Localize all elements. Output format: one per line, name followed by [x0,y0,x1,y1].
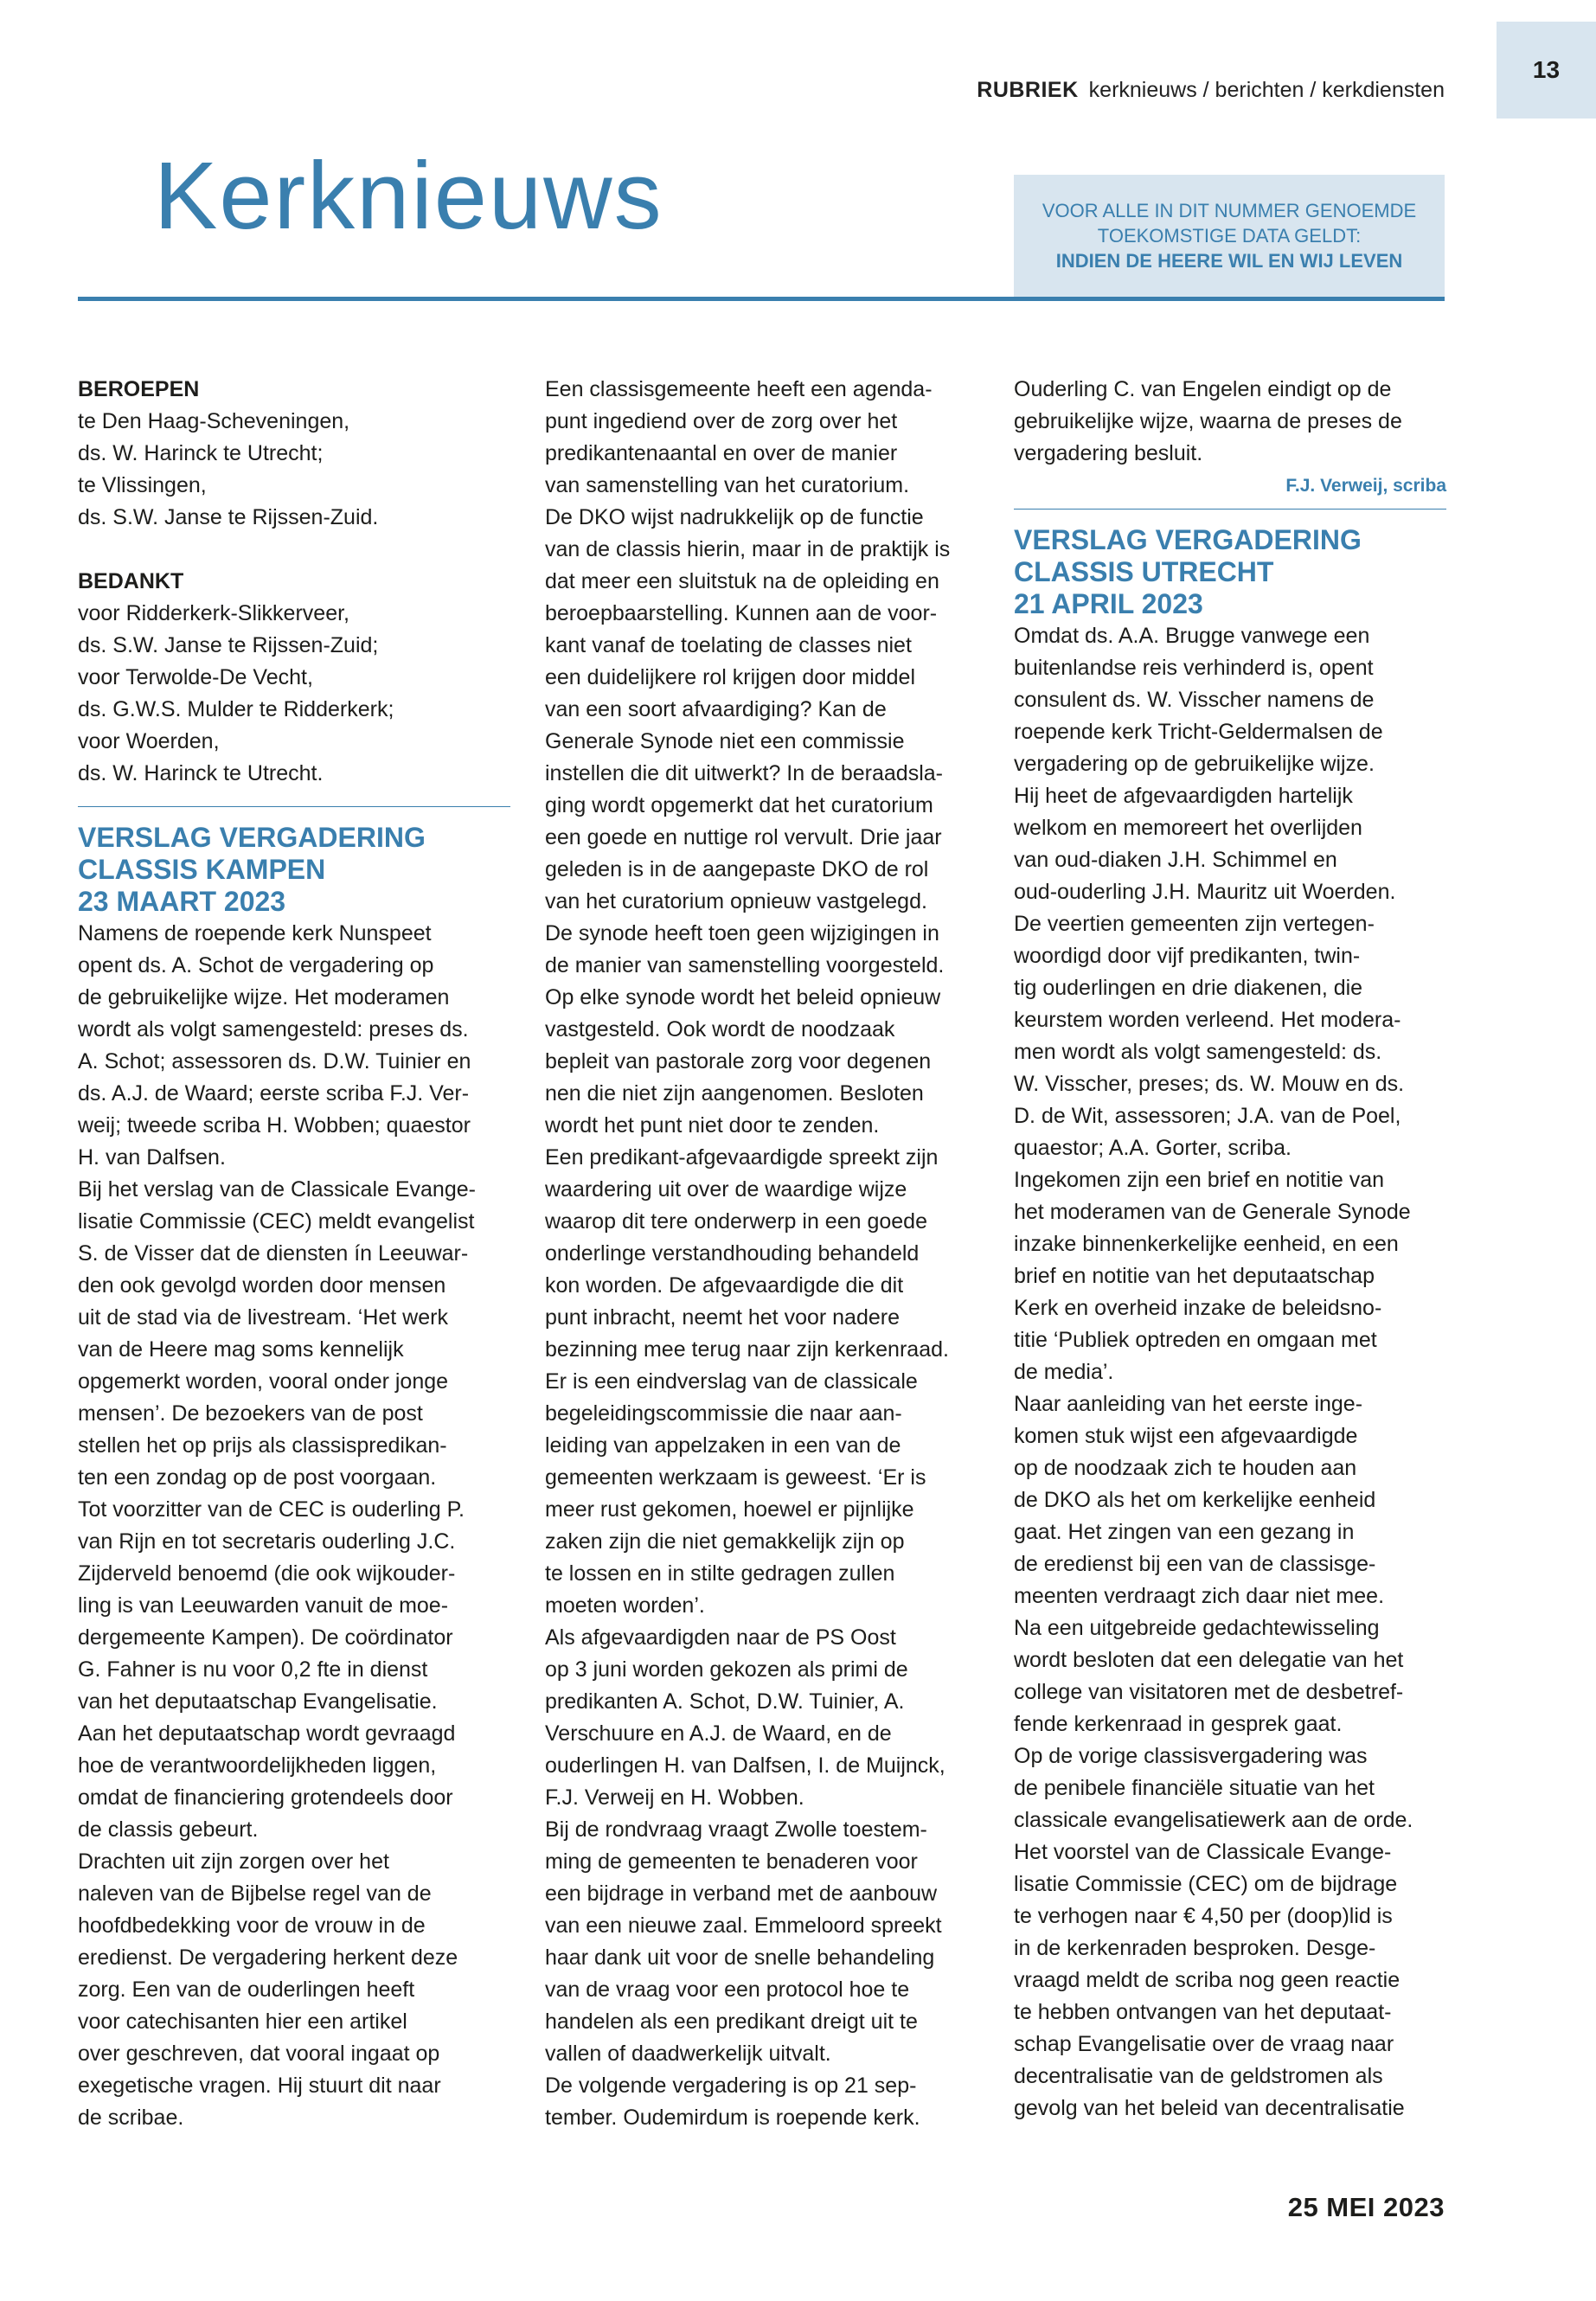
page-title: Kerknieuws [154,143,663,249]
text-line: te Vlissingen, [78,473,207,497]
column-3 [1014,374,1446,2125]
text-line: ling is van Leeuwarden vanuit de moe- [78,1593,449,1618]
text-line: Ingekomen zijn een brief en notitie van [1014,1168,1385,1192]
text-line: de DKO als het om kerkelijke eenheid [1014,1488,1376,1512]
text-line: van een nieuwe zaal. Emmeloord spreekt [545,1913,942,1938]
text-line: Namens de roepende kerk Nunspeet [78,921,432,945]
bedankt-heading: BEDANKT [78,569,184,593]
text-line: titie ‘Publiek optreden en omgaan met [1014,1328,1377,1352]
text-line: wordt besloten dat een delegatie van het [1014,1648,1404,1672]
text-line: van de vraag voor een protocol hoe te [545,1977,910,2002]
text-line: opgemerkt worden, vooral onder jonge [78,1369,449,1394]
text-line: F.J. Verweij en H. Wobben. [545,1785,804,1810]
text-line: Tot voorzitter van de CEC is ouderling P. [78,1497,465,1522]
text-line: Kerk en overheid inzake de beleidsno- [1014,1296,1382,1320]
text-line: komen stuk wijst een afgevaardigde [1014,1424,1358,1448]
text-line: eredienst. De vergadering herkent deze [78,1945,458,1970]
issue-date: 25 MEI 2023 [1287,2192,1445,2222]
text-line: de manier van samenstelling voorgesteld. [545,953,945,977]
text-line: brief en notitie van het deputaatschap [1014,1264,1375,1288]
bedankt-list [78,598,510,790]
text-line: handelen als een predikant dreigt uit te [545,2009,918,2034]
text-line: moeten worden’. [545,1593,705,1618]
text-line: de eredienst bij een van de classisge- [1014,1552,1376,1576]
utrecht-text [1014,620,1446,2125]
text-line: wordt het punt niet door te zenden. [545,1113,880,1138]
text-line: van het curatorium opnieuw vastgelegd. [545,889,927,913]
text-line: ds. W. Harinck te Utrecht; [78,441,324,465]
text-line: classicale evangelisatiewerk aan de orde. [1014,1808,1413,1832]
kampen-text-col3 [1014,374,1446,470]
text-line: ging wordt opgemerkt dat het curatorium [545,793,933,817]
section-title-line: VERSLAG VERGADERING [1014,524,1362,555]
section-title-line: 23 MAART 2023 [78,886,286,917]
text-line: ds. S.W. Janse te Rijssen-Zuid. [78,505,379,529]
text-line: H. van Dalfsen. [78,1145,226,1170]
text-line: vastgesteld. Ook wordt de noodzaak [545,1017,895,1042]
section-title-line: 21 APRIL 2023 [1014,588,1203,619]
text-line: ds. A.J. de Waard; eerste scriba F.J. Ver- [78,1081,470,1106]
text-line: Ouderling C. van Engelen eindigt op de [1014,377,1392,401]
text-line: op 3 juni worden gekozen als primi de [545,1657,908,1682]
text-line: quaestor; A.A. Gorter, scriba. [1014,1136,1292,1160]
text-line: een goede en nuttige rol vervult. Drie jaar [545,825,942,849]
text-line: Hij heet de afgevaardigden hartelijk [1014,784,1353,808]
text-line: wordt als volgt samengesteld: preses ds. [78,1017,469,1042]
spacer [78,534,510,566]
text-line: stellen het op prijs als classispredikan- [78,1433,447,1458]
text-line: zorg. Een van de ouderlingen heeft [78,1977,415,2002]
text-line: roepende kerk Tricht-Geldermalsen de [1014,720,1383,744]
text-line: S. de Visser dat de diensten ín Leeuwar- [78,1241,469,1266]
text-line: voor Ridderkerk-Slikkerveer, [78,601,349,625]
text-line: nen die niet zijn aangenomen. Besloten [545,1081,924,1106]
text-line: hoe de verantwoordelijkheden liggen, [78,1753,437,1778]
text-line: in de kerkenraden besproken. Desge- [1014,1936,1376,1960]
text-line: welkom en memoreert het overlijden [1014,816,1362,840]
beroepen-list [78,406,510,534]
notice-line-1: VOOR ALLE IN DIT NUMMER GENOEMDE [1042,200,1417,221]
text-line: een duidelijkere rol krijgen door middel [545,665,916,689]
text-line: Naar aanleiding van het eerste inge- [1014,1392,1363,1416]
notice-line-2: TOEKOMSTIGE DATA GELDT: [1097,225,1362,247]
text-line: waarop dit tere onderwerp in een goede [545,1209,927,1234]
text-line: van Rijn en tot secretaris ouderling J.C. [78,1529,456,1554]
text-line: Zijderveld benoemd (die ook wijkouder- [78,1561,456,1586]
text-line: van oud-diaken J.H. Schimmel en [1014,848,1337,872]
text-line: den ook gevolgd worden door mensen [78,1273,446,1298]
text-line: Het voorstel van de Classicale Evange- [1014,1840,1392,1864]
text-line: vraagd meldt de scriba nog geen reactie [1014,1968,1401,1992]
text-line: vergadering besluit. [1014,441,1203,465]
text-line: leiding van appelzaken in een van de [545,1433,901,1458]
page-number-tab [1497,22,1596,119]
text-line: gemeenten werkzaam is geweest. ‘Er is [545,1465,926,1490]
text-line: omdat de financiering grotendeels door [78,1785,453,1810]
text-line: van de classis hierin, maar in de praktijk is [545,537,951,561]
text-line: opent ds. A. Schot de vergadering op [78,953,434,977]
text-line: de scribae. [78,2106,184,2130]
text-line: te hebben ontvangen van het deputaat- [1014,2000,1392,2024]
beroepen-heading: BEROEPEN [78,377,200,401]
text-line: weij; tweede scriba H. Wobben; quaestor [78,1113,471,1138]
text-line: haar dank uit voor de snelle behandeling [545,1945,935,1970]
text-line: A. Schot; assessoren ds. D.W. Tuinier en [78,1049,471,1074]
text-line: De volgende vergadering is op 21 sep- [545,2073,917,2098]
text-line: Drachten uit zijn zorgen over het [78,1849,389,1874]
text-line: begeleidingscommissie die naar aan- [545,1401,902,1426]
text-line: uit de stad via de livestream. ‘Het werk [78,1305,448,1330]
text-line: tember. Oudemirdum is roepende kerk. [545,2106,920,2130]
text-line: De DKO wijst nadrukkelijk op de functie [545,505,924,529]
text-line: ming de gemeenten te benaderen voor [545,1849,918,1874]
text-line: Bij het verslag van de Classicale Evange- [78,1177,476,1202]
text-line: oud-ouderling J.H. Mauritz uit Woerden. [1014,880,1396,904]
text-line: te Den Haag-Scheveningen, [78,409,350,433]
text-line: hoofdbedekking voor de vrouw in de [78,1913,426,1938]
text-line: consulent ds. W. Visscher namens de [1014,688,1375,712]
text-line: predikantenaantal en over de manier [545,441,898,465]
text-line: decentralisatie van de geldstromen als [1014,2064,1383,2088]
text-line: van samenstelling van het curatorium. [545,473,910,497]
text-line: het moderamen van de Generale Synode [1014,1200,1411,1224]
text-line: zaken zijn die niet gemakkelijk zijn op [545,1529,905,1554]
text-line: gaat. Het zingen van een gezang in [1014,1520,1355,1544]
text-line: geleden is in de aangepaste DKO de rol [545,857,929,881]
notice-box [1014,175,1445,298]
text-line: woordigd door vijf predikanten, twin- [1014,944,1361,968]
header-rule [78,297,1445,301]
text-line: van het deputaatschap Evangelisatie. [78,1689,438,1714]
text-line: ds. S.W. Janse te Rijssen-Zuid; [78,633,379,657]
kampen-title [78,822,510,918]
text-line: meer rust gekomen, hoewel er pijnlijke [545,1497,914,1522]
text-line: mensen’. De bezoekers van de post [78,1401,423,1426]
text-line: ouderlingen H. van Dalfsen, I. de Muijnck, [545,1753,945,1778]
text-line: punt inbracht, neemt het voor nadere [545,1305,900,1330]
section-title-line: CLASSIS UTRECHT [1014,556,1274,587]
text-line: W. Visscher, preses; ds. W. Mouw en ds. [1014,1072,1405,1096]
text-line: schap Evangelisatie over de vraag naar [1014,2032,1394,2056]
column-2 [545,374,986,2134]
text-line: buitenlandse reis verhinderd is, opent [1014,656,1374,680]
text-line: lisatie Commissie (CEC) om de bijdrage [1014,1872,1398,1896]
text-line: Na een uitgebreide gedachtewisseling [1014,1616,1380,1640]
text-line: voor Terwolde-De Vecht, [78,665,313,689]
text-line: van een soort afvaardiging? Kan de [545,697,887,721]
utrecht-title [1014,524,1446,620]
text-line: fende kerkenraad in gesprek gaat. [1014,1712,1343,1736]
text-line: beroepbaarstelling. Kunnen aan de voor- [545,601,938,625]
text-line: bezinning mee terug naar zijn kerkenraad. [545,1337,949,1362]
text-line: kon worden. De afgevaardigde die dit [545,1273,904,1298]
text-line: vergadering op de gebruikelijke wijze. [1014,752,1375,776]
text-line: Generale Synode niet een commissie [545,729,905,753]
rubriek-label: RUBRIEK [977,78,1079,102]
text-line: Een predikant-afgevaardigde spreekt zijn [545,1145,939,1170]
text-line: kant vanaf de toelating de classes niet [545,633,912,657]
text-line: ten een zondag op de post voorgaan. [78,1465,437,1490]
text-line: te verhogen naar € 4,50 per (doop)lid is [1014,1904,1393,1928]
text-line: naleven van de Bijbelse regel van de [78,1881,432,1906]
text-line: de gebruikelijke wijze. Het moderamen [78,985,450,1009]
text-line: vallen of daadwerkelijk uitvalt. [545,2041,831,2066]
text-line: G. Fahner is nu voor 0,2 fte in dienst [78,1657,428,1682]
text-line: D. de Wit, assessoren; J.A. van de Poel, [1014,1104,1401,1128]
text-line: dat meer een sluitstuk na de opleiding en [545,569,939,593]
text-line: punt ingediend over de zorg over het [545,409,898,433]
text-line: Aan het deputaatschap wordt gevraagd [78,1721,456,1746]
text-line: te lossen en in stilte gedragen zullen [545,1561,895,1586]
text-line: de classis gebeurt. [78,1817,259,1842]
text-line: ds. W. Harinck te Utrecht. [78,761,324,785]
page-number: 13 [1532,56,1561,83]
text-line: de media’. [1014,1360,1114,1384]
text-line: predikanten A. Schot, D.W. Tuinier, A. [545,1689,905,1714]
text-line: Verschuure en A.J. de Waard, en de [545,1721,892,1746]
text-line: Op elke synode wordt het beleid opnieuw [545,985,941,1009]
section-title-line: VERSLAG VERGADERING [78,822,426,853]
text-line: een bijdrage in verband met de aanbouw [545,1881,938,1906]
text-line: van de Heere mag soms kennelijk [78,1337,404,1362]
section-title-line: CLASSIS KAMPEN [78,854,326,885]
text-line: De synode heeft toen geen wijzigingen in [545,921,939,945]
rubriek-header [977,78,1445,103]
section-divider [78,806,510,807]
section-divider [1014,509,1446,510]
text-line: meenten verdraagt zich daar niet mee. [1014,1584,1385,1608]
text-line: Omdat ds. A.A. Brugge vanwege een [1014,624,1370,648]
kampen-text-col1 [78,918,510,2134]
text-line: instellen die dit uitwerkt? In de beraadsla- [545,761,943,785]
text-line: op de noodzaak zich te houden aan [1014,1456,1357,1480]
text-line: onderlinge verstandhouding behandeld [545,1241,920,1266]
text-line: ds. G.W.S. Mulder te Ridderkerk; [78,697,394,721]
text-line: gebruikelijke wijze, waarna de preses de [1014,409,1402,433]
text-line: inzake binnenkerkelijke eenheid, en een [1014,1232,1399,1256]
text-line: over geschreven, dat vooral ingaat op [78,2041,440,2066]
notice-line-3: INDIEN DE HEERE WIL EN WIJ LEVEN [1055,250,1403,272]
text-line: Als afgevaardigden naar de PS Oost [545,1625,896,1650]
text-line: lisatie Commissie (CEC) meldt evangelist [78,1209,475,1234]
text-line: exegetische vragen. Hij stuurt dit naar [78,2073,441,2098]
kampen-signature: F.J. Verweij, scriba [1285,476,1446,496]
text-line: dergemeente Kampen). De coördinator [78,1625,453,1650]
text-line: de penibele financiële situatie van het [1014,1776,1375,1800]
text-line: tig ouderlingen en drie diakenen, die [1014,976,1363,1000]
column-1 [78,374,510,2134]
text-line: Een classisgemeente heeft een agenda- [545,377,933,401]
text-line: Op de vorige classisvergadering was [1014,1744,1368,1768]
text-line: gevolg van het beleid van decentralisatie [1014,2096,1405,2120]
text-line: waardering uit over de waardige wijze [545,1177,907,1202]
text-line: De veertien gemeenten zijn vertegen- [1014,912,1375,936]
text-line: men wordt als volgt samengesteld: ds. [1014,1040,1382,1064]
text-line: Er is een eindverslag van de classicale [545,1369,918,1394]
kampen-text-col2 [545,374,986,2134]
text-line: voor Woerden, [78,729,220,753]
text-line: college van visitatoren met de desbetref- [1014,1680,1404,1704]
text-line: keurstem worden verleend. Het modera- [1014,1008,1401,1032]
text-line: Bij de rondvraag vraagt Zwolle toestem- [545,1817,927,1842]
rubriek-sections: kerknieuws / berichten / kerkdiensten [1088,78,1445,102]
text-line: voor catechisanten hier een artikel [78,2009,407,2034]
text-line: bepleit van pastorale zorg voor degenen [545,1049,932,1074]
